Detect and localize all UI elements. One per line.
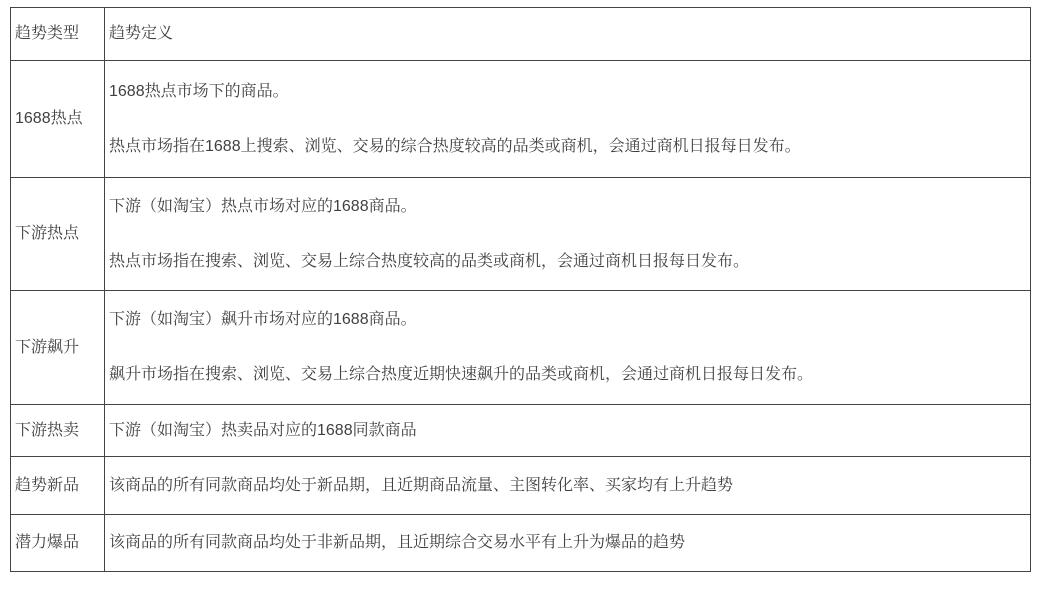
header-row bbox=[11, 8, 1031, 61]
definition-paragraph: 该商品的所有同款商品均处于新品期，且近期商品流量、主图转化率、买家均有上升趋势 bbox=[109, 476, 734, 494]
trend-definition-cell bbox=[105, 405, 1031, 457]
table-row bbox=[11, 61, 1031, 178]
table-body bbox=[11, 61, 1031, 572]
trend-type-cell: 下游热点 bbox=[11, 178, 105, 291]
table-row bbox=[11, 457, 1031, 515]
trend-type-cell: 下游飙升 bbox=[11, 291, 105, 405]
trend-definition-cell bbox=[105, 457, 1031, 515]
trend-definition-cell bbox=[105, 291, 1031, 405]
definition-paragraph: 飙升市场指在搜索、浏览、交易上综合热度近期快速飙升的品类或商机，会通过商机日报每日发布。 bbox=[109, 366, 814, 383]
trend-type-cell: 潜力爆品 bbox=[11, 515, 105, 572]
trend-type-cell: 趋势新品 bbox=[11, 457, 105, 515]
definition-paragraph: 该商品的所有同款商品均处于非新品期，且近期综合交易水平有上升为爆品的趋势 bbox=[109, 534, 686, 551]
table-header bbox=[11, 8, 1031, 61]
definition-paragraph: 1688热点市场下的商品。 bbox=[109, 82, 289, 100]
definition-paragraph: 下游（如淘宝）飙升市场对应的1688商品。 bbox=[109, 311, 417, 328]
table-row bbox=[11, 405, 1031, 457]
table-row bbox=[11, 515, 1031, 572]
definition-paragraph: 热点市场指在搜索、浏览、交易上综合热度较高的品类或商机，会通过商机日报每日发布。 bbox=[109, 252, 750, 270]
table-row bbox=[11, 291, 1031, 405]
table-row bbox=[11, 178, 1031, 291]
trend-definitions-table bbox=[10, 7, 1031, 572]
definition-paragraph: 下游（如淘宝）热点市场对应的1688商品。 bbox=[109, 197, 417, 215]
trend-definition-cell bbox=[105, 515, 1031, 572]
column-header-trend-type: 趋势类型 bbox=[11, 8, 105, 61]
trend-type-cell: 1688热点 bbox=[11, 61, 105, 178]
definition-paragraph: 热点市场指在1688上搜索、浏览、交易的综合热度较高的品类或商机，会通过商机日报每日发布。 bbox=[109, 137, 801, 155]
trend-definition-cell bbox=[105, 178, 1031, 291]
column-header-trend-definition: 趋势定义 bbox=[105, 8, 1031, 61]
trend-definition-cell bbox=[105, 61, 1031, 178]
definition-paragraph: 下游（如淘宝）热卖品对应的1688同款商品 bbox=[109, 421, 417, 439]
trend-type-cell: 下游热卖 bbox=[11, 405, 105, 457]
